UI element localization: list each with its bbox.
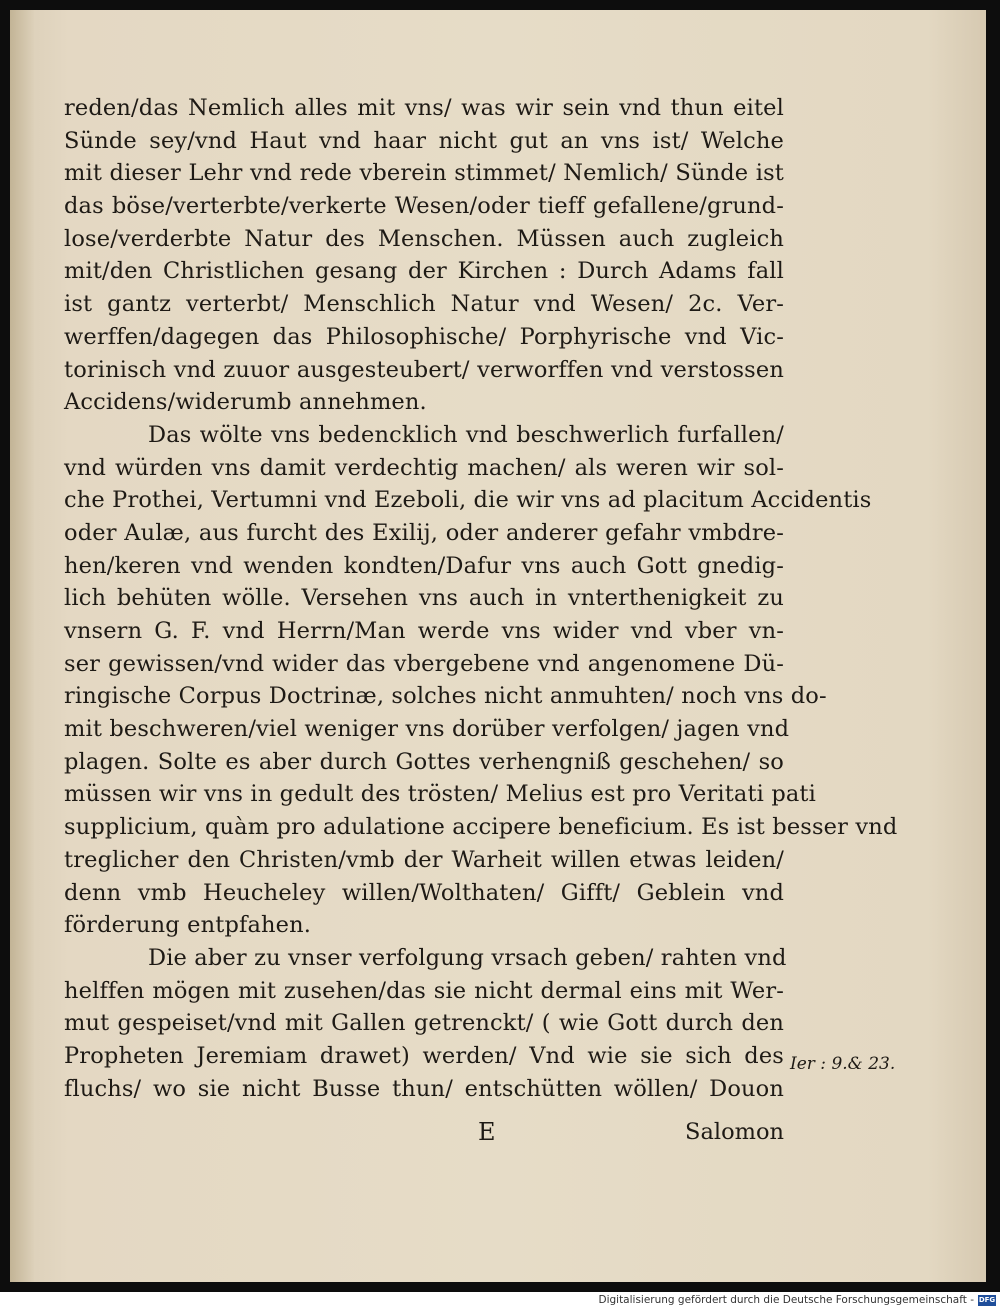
text-line: mut gespeiset/vnd mit Gallen getrenckt/ ( wie Gott durch den bbox=[64, 1010, 784, 1037]
text-line: torinisch vnd zuuor ausgesteubert/ verworffen vnd verstossen bbox=[64, 356, 784, 383]
funding-credit: Digitalisierung gefördert durch die Deutsche Forschungsgemeinschaft - bbox=[598, 1294, 974, 1306]
text-line: plagen. Solte es aber durch Gottes verhengniß geschehen/ so bbox=[64, 748, 784, 775]
text-line: vnd würden vns damit verdechtig machen/ als weren wir sol- bbox=[64, 454, 784, 481]
text-line: supplicium, quàm pro adulatione accipere beneficium. Es ist besser vnd bbox=[64, 814, 898, 841]
text-line: oder Aulæ, aus furcht des Exilij, oder anderer gefahr vmbdre- bbox=[64, 519, 784, 546]
text-line: helffen mögen mit zusehen/das sie nicht dermal eins mit Wer- bbox=[64, 977, 784, 1004]
text-line: Die aber zu vnser verfolgung vrsach geben/ rahten vnd bbox=[148, 944, 787, 971]
text-line: werffen/dagegen das Philosophische/ Porphyrische vnd Vic- bbox=[64, 323, 784, 350]
text-line: Sünde sey/vnd Haut vnd haar nicht gut an vns ist/ Welche bbox=[64, 127, 784, 154]
text-line: Accidens/widerumb annehmen. bbox=[64, 389, 427, 416]
marginal-note: Ier : 9.& 23. bbox=[790, 1054, 896, 1074]
text-line: vnsern G. F. vnd Herrn/Man werde vns wider vnd vber vn- bbox=[64, 618, 784, 644]
catchword: Salomon bbox=[685, 1119, 784, 1145]
text-line: treglicher den Christen/vmb der Warheit willen etwas leiden/ bbox=[64, 846, 784, 873]
page-bottom-row bbox=[64, 1112, 784, 1152]
text-line: reden/das Nemlich alles mit vns/ was wir sein vnd thun eitel bbox=[64, 95, 784, 121]
text-line: mit beschweren/viel weniger vns dorüber verfolgen/ jagen vnd bbox=[64, 716, 790, 743]
text-line: Das wölte vns bedencklich vnd beschwerlich furfallen/ bbox=[148, 421, 784, 448]
text-line: das böse/verterbte/verkerte Wesen/oder tieff gefallene/grund- bbox=[64, 193, 784, 220]
text-line: mit/den Christlichen gesang der Kirchen : Durch Adams fall bbox=[64, 258, 784, 285]
text-line: lich behüten wölle. Versehen vns auch in vnterthenigkeit zu bbox=[64, 585, 784, 612]
text-line: Propheten Jeremiam drawet) werden/ Vnd wie sie sich des bbox=[64, 1042, 784, 1069]
signature-mark: E bbox=[478, 1118, 496, 1146]
text-line: förderung entpfahen. bbox=[64, 912, 312, 939]
text-line: ist gantz verterbt/ Menschlich Natur vnd Wesen/ 2c. Ver- bbox=[64, 291, 784, 318]
text-line: lose/verderbte Natur des Menschen. Müssen auch zugleich bbox=[64, 225, 784, 252]
text-line: hen/keren vnd wenden kondten/Dafur vns auch Gott gnedig- bbox=[64, 552, 784, 579]
dfg-logo: DFG bbox=[978, 1296, 996, 1304]
text-line: ringische Corpus Doctrinæ, solches nicht anmuhten/ noch vns do- bbox=[64, 683, 827, 710]
text-line: fluchs/ wo sie nicht Busse thun/ entschütten wöllen/ Douon bbox=[64, 1075, 784, 1102]
text-line: müssen wir vns in gedult des trösten/ Melius est pro Veritati pati bbox=[64, 781, 816, 808]
footer-bar bbox=[0, 1292, 1000, 1310]
page-gutter-shadow bbox=[10, 10, 34, 1282]
text-line: ser gewissen/vnd wider das vbergebene vnd angenomene Dü- bbox=[64, 650, 784, 677]
text-line: che Prothei, Vertumni vnd Ezeboli, die wir vns ad placitum Accidentis bbox=[64, 487, 872, 514]
text-line: denn vmb Heucheley willen/Wolthaten/ Gifft/ Geblein vnd bbox=[64, 879, 784, 906]
text-line: mit dieser Lehr vnd rede vberein stimmet/ Nemlich/ Sünde ist bbox=[64, 160, 784, 187]
